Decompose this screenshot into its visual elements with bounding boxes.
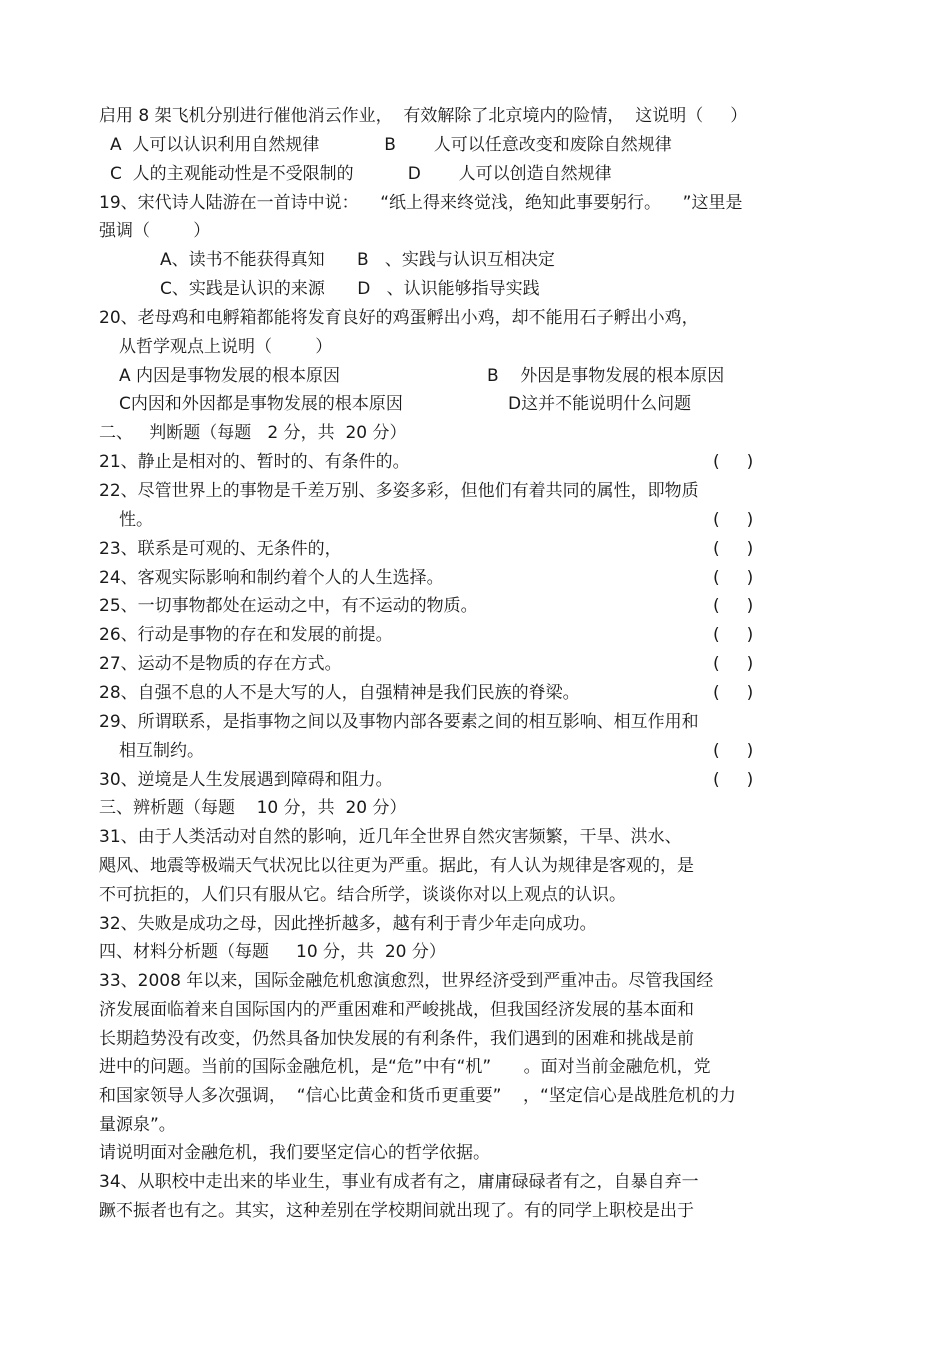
question-31: 31、由于人类活动对自然的影响，近几年全世界自然灾害频繁，干旱、洪水、 — [99, 827, 682, 847]
question-25: 25、一切事物都处在运动之中，有不运动的物质。 — [99, 596, 478, 616]
section-heading: 四、材料分析题（每题 10 分，共 20 分） — [99, 942, 446, 962]
answer-paren: ( ) — [713, 741, 754, 761]
question-33: 33、2008 年以来，国际金融危机愈演愈烈，世界经济受到严重冲击。尽管我国经 — [99, 971, 714, 991]
text-line: 请说明面对金融危机，我们要坚定信心的哲学依据。 — [99, 1143, 490, 1163]
question-24: 24、客观实际影响和制约着个人的人生选择。 — [99, 568, 444, 588]
answer-paren: ( ) — [713, 596, 754, 616]
text-line: 相互制约。 — [119, 741, 204, 761]
text-line: 进中的问题。当前的国际金融危机，是“危”中有“机” 。面对当前金融危机，党 — [99, 1057, 711, 1077]
answer-paren: ( ) — [713, 568, 754, 588]
option-line: A、读书不能获得真知 B 、实践与认识互相决定 — [160, 250, 555, 270]
question-34: 34、从职校中走出来的毕业生，事业有成者有之，庸庸碌碌者有之，自暴自弃一 — [99, 1172, 699, 1192]
text-line: 济发展面临着来自国际国内的严重困难和严峻挑战，但我国经济发展的基本面和 — [99, 1000, 694, 1020]
section-heading: 二、 判断题（每题 2 分，共 20 分） — [99, 423, 407, 443]
text-line: 强调（ ） — [99, 221, 211, 241]
question-19: 19、宋代诗人陆游在一首诗中说： “纸上得来终觉浅，绝知此事要躬行。 ”这里是 — [99, 193, 743, 213]
option-line: C 人的主观能动性是不受限制的 D 人可以创造自然规律 — [110, 164, 612, 184]
option-a: A 内因是事物发展的根本原因 — [119, 366, 341, 386]
answer-paren: ( ) — [713, 452, 754, 472]
question-29: 29、所谓联系，是指事物之间以及事物内部各要素之间的相互影响、相互作用和 — [99, 712, 699, 732]
question-32: 32、失败是成功之母，因此挫折越多，越有利于青少年走向成功。 — [99, 914, 597, 934]
question-26: 26、行动是事物的存在和发展的前提。 — [99, 625, 393, 645]
text-line: 飓风、地震等极端天气状况比以往更为严重。据此，有人认为规律是客观的，是 — [99, 856, 694, 876]
question-23: 23、联系是可观的、无条件的， — [99, 539, 342, 559]
answer-paren: ( ) — [713, 539, 754, 559]
option-d: D这并不能说明什么问题 — [508, 394, 692, 414]
text-line: 和国家领导人多次强调， “信心比黄金和货币更重要” ，“坚定信心是战胜危机的力 — [99, 1086, 736, 1106]
text-line: 蹶不振者也有之。其实，这种差别在学校期间就出现了。有的同学上职校是出于 — [99, 1201, 694, 1221]
question-30: 30、逆境是人生发展遇到障碍和阻力。 — [99, 770, 393, 790]
text-line: 量源泉”。 — [99, 1115, 176, 1135]
option-line: A 人可以认识利用自然规律 B 人可以任意改变和废除自然规律 — [110, 135, 672, 155]
answer-paren: ( ) — [713, 683, 754, 703]
option-c: C内因和外因都是事物发展的根本原因 — [119, 394, 403, 414]
text-line: 长期趋势没有改变，仍然具备加快发展的有利条件，我们遇到的困难和挑战是前 — [99, 1029, 694, 1049]
question-27: 27、运动不是物质的存在方式。 — [99, 654, 342, 674]
option-b: B 外因是事物发展的根本原因 — [487, 366, 725, 386]
answer-paren: ( ) — [713, 510, 754, 530]
text-line: 性。 — [119, 510, 153, 530]
text-line: 不可抗拒的，人们只有服从它。结合所学，谈谈你对以上观点的认识。 — [99, 885, 626, 905]
question-28: 28、自强不息的人不是大写的人，自强精神是我们民族的脊梁。 — [99, 683, 580, 703]
answer-paren: ( ) — [713, 625, 754, 645]
section-heading: 三、辨析题（每题 10 分，共 20 分） — [99, 798, 407, 818]
question-20: 20、老母鸡和电孵箱都能将发育良好的鸡蛋孵出小鸡，却不能用石子孵出小鸡， — [99, 308, 699, 328]
option-line: C、实践是认识的来源 D 、认识能够指导实践 — [160, 279, 540, 299]
answer-paren: ( ) — [713, 770, 754, 790]
text-line: 启用 8 架飞机分别进行催他消云作业， 有效解除了北京境内的险情， 这说明（ ） — [99, 106, 748, 126]
text-line: 从哲学观点上说明（ ） — [119, 337, 333, 357]
question-22: 22、尽管世界上的事物是千差万别、多姿多彩，但他们有着共同的属性，即物质 — [99, 481, 699, 501]
question-21: 21、静止是相对的、暂时的、有条件的。 — [99, 452, 410, 472]
answer-paren: ( ) — [713, 654, 754, 674]
